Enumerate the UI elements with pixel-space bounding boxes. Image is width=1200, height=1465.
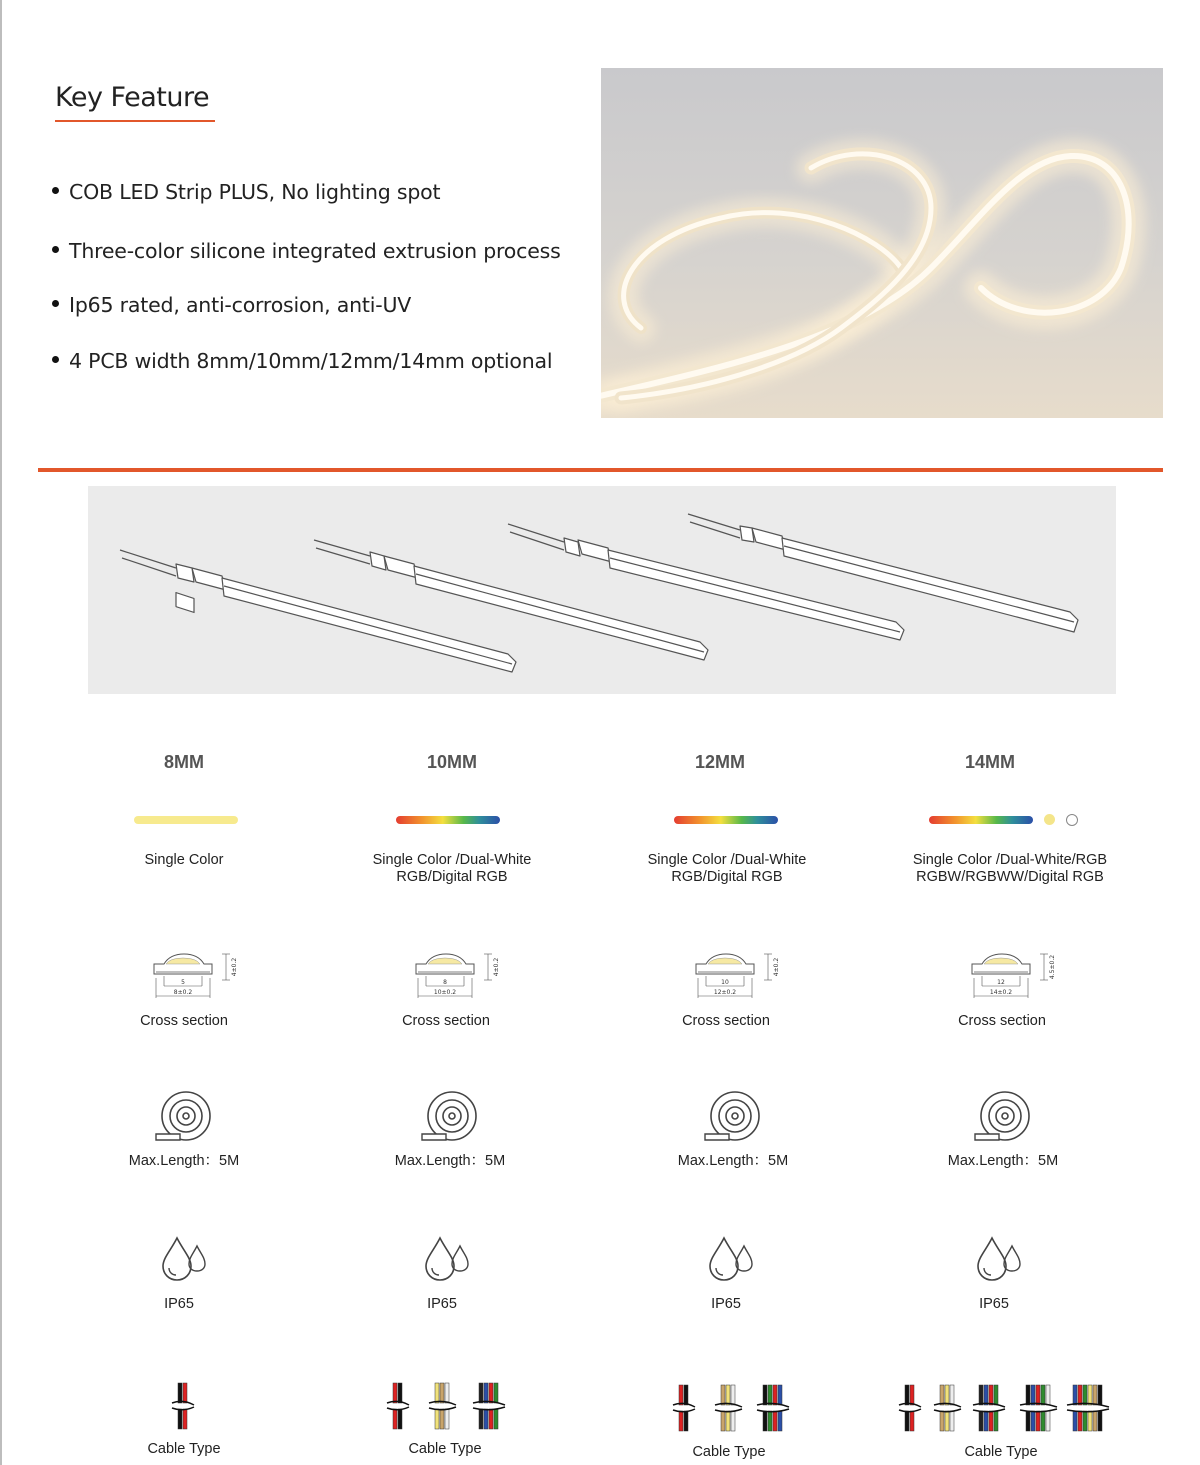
waterproof-drops-icon (424, 1236, 472, 1282)
ip-rating-label: IP65 (427, 1296, 457, 1312)
cable-type-label: Cable Type (692, 1444, 766, 1460)
cable-wire (494, 1409, 498, 1429)
cable-icon (1019, 1383, 1058, 1433)
cable-wire (721, 1411, 725, 1431)
cable-wire (726, 1411, 730, 1431)
cable-wire (778, 1385, 782, 1405)
cross-section-label: Cross section (140, 1013, 228, 1029)
cable-icon (472, 1381, 506, 1431)
cable-wire (484, 1383, 488, 1403)
cable-wire (1031, 1385, 1035, 1405)
size-label: 12MM (694, 752, 745, 772)
cable-wire (440, 1409, 444, 1429)
cable-icon (386, 1381, 410, 1431)
color-range-bar (134, 816, 238, 824)
reel-icon (154, 1090, 214, 1144)
cable-icon (714, 1383, 743, 1433)
cable-icon (171, 1381, 195, 1431)
product-photo (601, 68, 1163, 418)
cross-section-icon (150, 952, 246, 1000)
cross-section-outer-width: 12±0.2 (713, 989, 737, 996)
waterproof-drops-icon (708, 1236, 756, 1282)
section-divider (38, 468, 1163, 472)
cable-wire (178, 1409, 182, 1429)
cable-type-label: Cable Type (408, 1441, 482, 1457)
cable-wire (1078, 1411, 1082, 1431)
size-label: 10MM (426, 752, 477, 772)
key-feature-title: Key Feature (55, 82, 210, 113)
cable-wire (494, 1383, 498, 1403)
cable-wire (489, 1409, 493, 1429)
cable-wire (994, 1411, 998, 1431)
cable-cut-mark (1067, 1409, 1109, 1412)
cable-wire (773, 1411, 777, 1431)
reel-icon (703, 1090, 763, 1144)
cable-wire (984, 1411, 988, 1431)
cool-white-dot (1066, 814, 1078, 826)
color-range-bar (396, 816, 500, 824)
cable-wire (1046, 1411, 1050, 1431)
cross-section-inner-width: 12 (997, 979, 1005, 986)
cable-wire (1036, 1411, 1040, 1431)
cable-cut-mark (473, 1407, 505, 1410)
cable-wire (984, 1385, 988, 1405)
cable-cut-mark (387, 1407, 409, 1410)
cable-wire (910, 1385, 914, 1405)
cross-section-height: 4±0.2 (773, 957, 780, 977)
cable-wire (994, 1385, 998, 1405)
cross-section-icon (692, 952, 788, 1000)
cable-type-label: Cable Type (964, 1444, 1038, 1460)
cable-wire (398, 1383, 402, 1403)
cable-type-label: Cable Type (147, 1441, 221, 1457)
cable-wire (979, 1411, 983, 1431)
cable-icon (756, 1383, 790, 1433)
cable-wire (905, 1411, 909, 1431)
cable-wire (950, 1411, 954, 1431)
key-feature-underline (55, 120, 215, 122)
ip-rating-label: IP65 (979, 1296, 1009, 1312)
cable-cut-mark (973, 1409, 1005, 1412)
cross-section-height: 4.5±0.2 (1049, 954, 1056, 980)
cable-wire (484, 1409, 488, 1429)
cross-section-outer-width: 14±0.2 (989, 989, 1013, 996)
cable-cut-mark (1020, 1409, 1057, 1412)
cable-cut-mark (673, 1409, 695, 1412)
cable-wire (768, 1385, 772, 1405)
ip-rating-label: IP65 (164, 1296, 194, 1312)
cable-wire (950, 1385, 954, 1405)
cable-cut-mark (899, 1409, 921, 1412)
bullet-icon (52, 187, 59, 194)
strip-models-illustration (88, 486, 1116, 694)
cable-wire (1093, 1411, 1097, 1431)
feature-item: COB LED Strip PLUS, No lighting spot (52, 180, 440, 204)
ip-rating-label: IP65 (711, 1296, 741, 1312)
color-range-bar (674, 816, 778, 824)
cable-wire (445, 1409, 449, 1429)
cable-wire (1093, 1385, 1097, 1405)
cable-cut-mark (715, 1409, 742, 1412)
cable-wire (1078, 1385, 1082, 1405)
cable-icon (898, 1383, 922, 1433)
cable-icon (933, 1383, 962, 1433)
cable-wire (763, 1385, 767, 1405)
cable-wire (435, 1409, 439, 1429)
cable-wire (183, 1409, 187, 1429)
bullet-icon (52, 356, 59, 363)
cable-cut-mark (757, 1409, 789, 1412)
cable-wire (1098, 1411, 1102, 1431)
cable-icon (672, 1383, 696, 1433)
cable-wire (1026, 1411, 1030, 1431)
cable-wire (679, 1385, 683, 1405)
cross-section-inner-width: 8 (443, 979, 447, 986)
cross-section-label: Cross section (402, 1013, 490, 1029)
cable-wire (989, 1411, 993, 1431)
cable-wire (778, 1411, 782, 1431)
cable-wire (979, 1385, 983, 1405)
cable-wire (1041, 1385, 1045, 1405)
cable-wire (479, 1409, 483, 1429)
cable-wire (1073, 1385, 1077, 1405)
feature-item: Ip65 rated, anti-corrosion, anti-UV (52, 293, 411, 317)
cable-wire (393, 1383, 397, 1403)
cable-wire (1046, 1385, 1050, 1405)
color-options: Single Color /Dual-White RGB/Digital RGB (647, 852, 807, 885)
cable-icon (1066, 1383, 1110, 1433)
cable-wire (1083, 1411, 1087, 1431)
cable-wire (1088, 1385, 1092, 1405)
max-length-label: Max.Length：5M (947, 1153, 1059, 1169)
color-options: Single Color /Dual-White/RGB RGBW/RGBWW/Digital RGB (912, 852, 1108, 885)
cable-wire (684, 1385, 688, 1405)
cable-wire (945, 1385, 949, 1405)
cable-wire (1098, 1385, 1102, 1405)
cable-wire (1041, 1411, 1045, 1431)
cable-wire (489, 1383, 493, 1403)
cable-wire (989, 1385, 993, 1405)
cable-wire (1083, 1385, 1087, 1405)
cable-wire (726, 1385, 730, 1405)
cable-wire (440, 1383, 444, 1403)
cable-wire (183, 1383, 187, 1403)
cable-wire (1026, 1385, 1030, 1405)
reel-icon (420, 1090, 480, 1144)
cable-wire (178, 1383, 182, 1403)
cross-section-height: 4±0.2 (493, 957, 500, 977)
cable-wire (905, 1385, 909, 1405)
cross-section-inner-width: 5 (181, 979, 185, 986)
cable-icon (972, 1383, 1006, 1433)
cable-wire (1036, 1385, 1040, 1405)
cable-wire (398, 1409, 402, 1429)
cable-icon (428, 1381, 457, 1431)
reel-icon (973, 1090, 1033, 1144)
cable-wire (435, 1383, 439, 1403)
page-left-border (0, 0, 2, 1465)
cable-wire (768, 1411, 772, 1431)
cable-wire (1031, 1411, 1035, 1431)
color-range-bar (929, 816, 1033, 824)
cable-wire (721, 1385, 725, 1405)
cross-section-label: Cross section (958, 1013, 1046, 1029)
color-options: Single Color /Dual-White RGB/Digital RGB (372, 852, 532, 885)
cable-cut-mark (429, 1407, 456, 1410)
cable-wire (763, 1411, 767, 1431)
cable-wire (393, 1409, 397, 1429)
cable-wire (731, 1411, 735, 1431)
cross-section-outer-width: 10±0.2 (433, 989, 457, 996)
color-options: Single Color (144, 852, 224, 868)
cross-section-label: Cross section (682, 1013, 770, 1029)
cross-section-icon (968, 952, 1064, 1000)
cable-wire (445, 1383, 449, 1403)
cable-wire (684, 1411, 688, 1431)
cross-section-icon (412, 952, 508, 1000)
feature-item: 4 PCB width 8mm/10mm/12mm/14mm optional (52, 349, 552, 373)
cable-wire (479, 1383, 483, 1403)
cable-cut-mark (934, 1409, 961, 1412)
cable-wire (945, 1411, 949, 1431)
cable-wire (1088, 1411, 1092, 1431)
cross-section-height: 4±0.2 (231, 957, 238, 977)
cable-wire (940, 1385, 944, 1405)
warm-white-dot (1044, 814, 1055, 825)
max-length-label: Max.Length：5M (677, 1153, 789, 1169)
cable-wire (910, 1411, 914, 1431)
cable-wire (773, 1385, 777, 1405)
size-label: 14MM (964, 752, 1015, 772)
bullet-icon (52, 300, 59, 307)
cross-section-outer-width: 8±0.2 (173, 989, 193, 996)
waterproof-drops-icon (976, 1236, 1024, 1282)
cable-cut-mark (172, 1407, 194, 1410)
size-label: 8MM (164, 752, 204, 772)
cross-section-inner-width: 10 (721, 979, 729, 986)
cable-wire (940, 1411, 944, 1431)
max-length-label: Max.Length：5M (394, 1153, 506, 1169)
cable-wire (731, 1385, 735, 1405)
bullet-icon (52, 246, 59, 253)
max-length-label: Max.Length：5M (128, 1153, 240, 1169)
feature-item: Three-color silicone integrated extrusion process (52, 239, 561, 263)
cable-wire (679, 1411, 683, 1431)
cable-wire (1073, 1411, 1077, 1431)
waterproof-drops-icon (161, 1236, 209, 1282)
